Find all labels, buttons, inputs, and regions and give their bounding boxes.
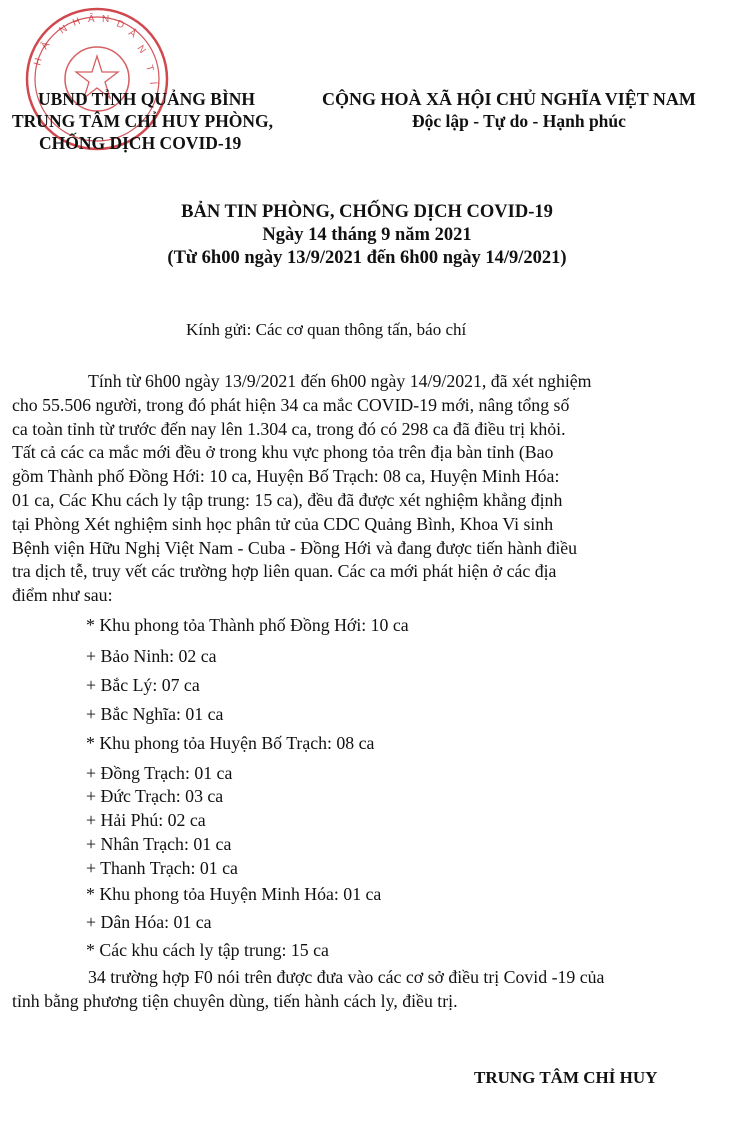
header-motto: Độc lập - Tự do - Hạnh phúc bbox=[412, 111, 626, 131]
svg-text:N: N bbox=[57, 23, 70, 37]
bulletin-title: BẢN TIN PHÒNG, CHỐNG DỊCH COVID-19 bbox=[181, 202, 553, 222]
location-item: + Dân Hóa: 01 ca bbox=[86, 912, 212, 932]
header-agency-line1: UBND TỈNH QUẢNG BÌNH bbox=[38, 89, 255, 109]
paragraph-line: gồm Thành phố Đồng Hới: 10 ca, Huyện Bố Trạch: 08 ca, Huyện Minh Hóa: bbox=[12, 466, 560, 487]
svg-text:N: N bbox=[102, 14, 110, 25]
location-item: + Nhân Trạch: 01 ca bbox=[86, 834, 232, 854]
svg-text:Â: Â bbox=[39, 39, 53, 52]
location-item: + Đồng Trạch: 01 ca bbox=[86, 763, 233, 783]
paragraph-line: Tính từ 6h00 ngày 13/9/2021 đến 6h00 ngày 14/9/2021, đã xét nghiệm bbox=[88, 371, 592, 391]
location-item: * Khu phong tỏa Huyện Bố Trạch: 08 ca bbox=[86, 733, 375, 753]
svg-text:Ỉ: Ỉ bbox=[147, 81, 159, 86]
header-nation-title: CỘNG HOÀ XÃ HỘI CHỦ NGHĨA VIỆT NAM bbox=[322, 89, 696, 109]
location-item: + Bắc Lý: 07 ca bbox=[86, 675, 200, 695]
signature-block: TRUNG TÂM CHỈ HUY bbox=[474, 1068, 658, 1087]
paragraph-line: cho 55.506 người, trong đó phát hiện 34 ca mắc COVID-19 mới, nâng tổng số bbox=[12, 394, 570, 415]
paragraph-line: ca toàn tỉnh từ trước đến nay lên 1.304 ca, trong đó có 298 ca đã điều trị khỏi. bbox=[12, 418, 566, 439]
location-item: + Bắc Nghĩa: 01 ca bbox=[86, 704, 224, 724]
paragraph-line: 01 ca, Các Khu cách ly tập trung: 15 ca), đều đã được xét nghiệm khẳng định bbox=[12, 489, 563, 510]
paragraph-line: Tất cả các ca mắc mới đều ở trong khu vực phong tỏa trên địa bàn tỉnh (Bao bbox=[12, 442, 554, 463]
svg-text:H: H bbox=[32, 56, 45, 67]
paragraph-line: 34 trường hợp F0 nói trên được đưa vào các cơ sở điều trị Covid -19 của bbox=[88, 967, 605, 987]
svg-text:T: T bbox=[143, 63, 156, 73]
location-item: * Các khu cách ly tập trung: 15 ca bbox=[86, 940, 329, 960]
location-item: + Đức Trạch: 03 ca bbox=[86, 786, 224, 806]
greeting-line: Kính gửi: Các cơ quan thông tấn, báo chí bbox=[186, 320, 467, 339]
location-item: + Thanh Trạch: 01 ca bbox=[86, 858, 238, 878]
svg-text:D: D bbox=[114, 18, 126, 32]
location-item: + Bảo Ninh: 02 ca bbox=[86, 646, 217, 666]
paragraph-line: tra dịch tễ, truy vết các trường hợp liên quan. Các ca mới phát hiện ở các địa bbox=[12, 561, 557, 582]
location-item: * Khu phong tỏa Huyện Minh Hóa: 01 ca bbox=[86, 884, 382, 904]
svg-text:N: N bbox=[134, 43, 148, 56]
body-paragraph-2 bbox=[12, 966, 722, 1014]
body-paragraph-1 bbox=[12, 370, 722, 608]
svg-text:Â: Â bbox=[126, 27, 139, 41]
paragraph-line: điểm như sau: bbox=[12, 585, 113, 606]
location-item: + Hải Phú: 02 ca bbox=[86, 810, 206, 830]
header-agency-line3: CHỐNG DỊCH COVID-19 bbox=[39, 133, 242, 153]
bulletin-date: Ngày 14 tháng 9 năm 2021 bbox=[262, 225, 472, 245]
header-agency-line2: TRUNG TÂM CHỈ HUY PHÒNG, bbox=[12, 111, 274, 131]
location-item: * Khu phong tỏa Thành phố Đồng Hới: 10 ca bbox=[86, 615, 409, 635]
svg-text:Â: Â bbox=[88, 14, 95, 25]
paragraph-line: tại Phòng Xét nghiệm sinh học phân tử của CDC Quảng Bình, Khoa Vi sinh bbox=[12, 513, 554, 534]
paragraph-line: tỉnh bằng phương tiện chuyên dùng, tiến hành cách ly, điều trị. bbox=[12, 990, 458, 1011]
svg-text:H: H bbox=[71, 16, 82, 29]
bulletin-period: (Từ 6h00 ngày 13/9/2021 đến 6h00 ngày 14/9/2021) bbox=[167, 248, 567, 268]
paragraph-line: Bệnh viện Hữu Nghị Việt Nam - Cuba - Đồng Hới và đang được tiến hành điều bbox=[12, 537, 578, 558]
